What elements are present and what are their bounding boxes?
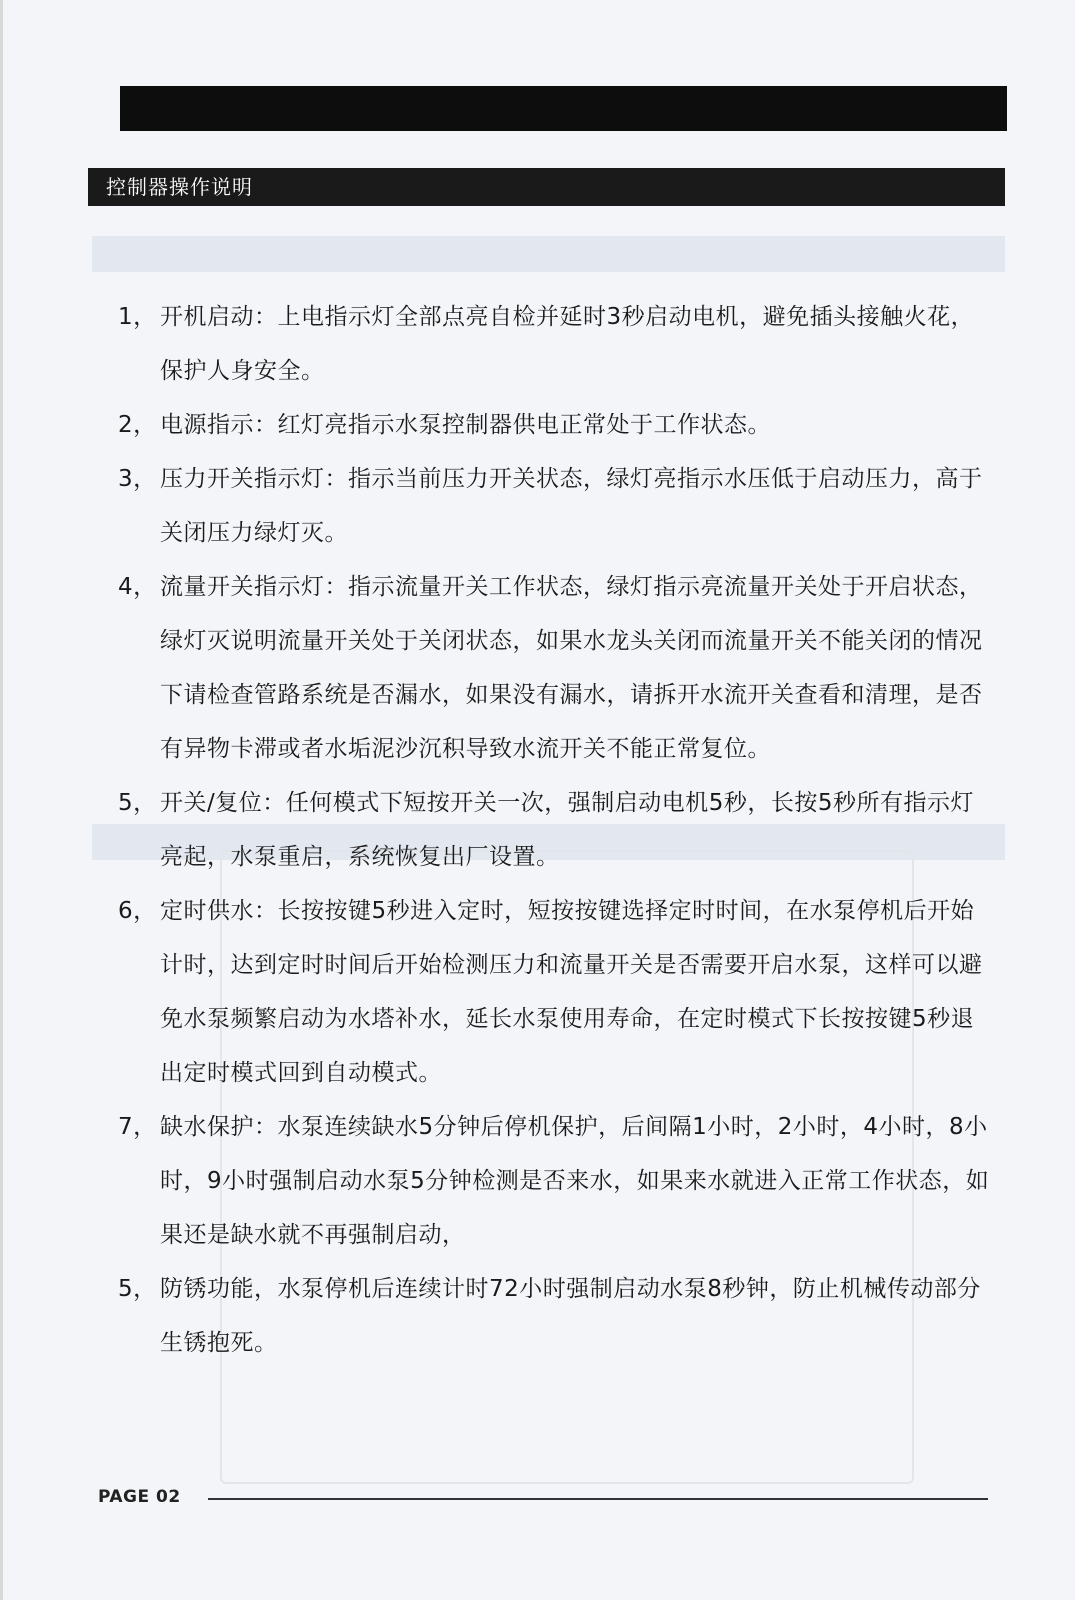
instruction-item-1: [118, 290, 993, 398]
item-number: 6，: [118, 898, 157, 924]
item-number: 2，: [118, 412, 157, 438]
instruction-item-4: [118, 560, 993, 776]
section-title: 控制器操作说明: [88, 168, 1005, 206]
top-black-bar: [120, 86, 1007, 131]
item-number: 3，: [118, 466, 157, 492]
item-text: 防锈功能，水泵停机后连续计时72小时强制启动水泵8秒钟，防止机械传动部分生锈抱死。: [160, 1276, 981, 1356]
instruction-item-6: [118, 884, 993, 1100]
item-number: 7，: [118, 1114, 157, 1140]
instruction-list: [118, 290, 993, 1370]
item-number: 5，: [118, 790, 157, 816]
instruction-item-5: [118, 776, 993, 884]
show-through-band: [92, 236, 1005, 272]
instruction-item-8: [118, 1262, 993, 1370]
item-text: 开机启动：上电指示灯全部点亮自检并延时3秒启动电机，避免插头接触火花，保护人身安全。: [160, 304, 975, 384]
item-text: 电源指示：红灯亮指示水泵控制器供电正常处于工作状态。: [160, 412, 771, 438]
page-number: PAGE 02: [98, 1487, 181, 1507]
instruction-item-2: [118, 398, 993, 452]
page-edge: [0, 0, 3, 1600]
instruction-item-3: [118, 452, 993, 560]
footer-rule: [208, 1498, 988, 1500]
item-text: 开关/复位：任何模式下短按开关一次，强制启动电机5秒，长按5秒所有指示灯亮起，水泵重启，系统恢复出厂设置。: [160, 790, 975, 870]
item-text: 流量开关指示灯：指示流量开关工作状态，绿灯指示亮流量开关处于开启状态，绿灯灭说明流量开关处于关闭状态，如果水龙头关闭而流量开关不能关闭的情况下请检查管路系统是否漏水，如果没有漏水，请拆开水流开关查看和清理，是否有异物卡滞或者水垢泥沙沉积导致水流开关不能正常复位。: [160, 574, 983, 762]
instruction-item-7: [118, 1100, 993, 1262]
item-number: 4，: [118, 574, 157, 600]
item-text: 缺水保护：水泵连续缺水5分钟后停机保护，后间隔1小时，2小时，4小时，8小时，9小时强制启动水泵5分钟检测是否来水，如果来水就进入正常工作状态，如果还是缺水就不再强制启动，: [160, 1114, 990, 1248]
item-number: 1，: [118, 304, 157, 330]
item-text: 压力开关指示灯：指示当前压力开关状态，绿灯亮指示水压低于启动压力，高于关闭压力绿灯灭。: [160, 466, 983, 546]
item-number: 5，: [118, 1276, 157, 1302]
item-text: 定时供水：长按按键5秒进入定时，短按按键选择定时时间，在水泵停机后开始计时，达到定时时间后开始检测压力和流量开关是否需要开启水泵，这样可以避免水泵频繁启动为水塔补水，延长水泵使用寿命，在定时模式下长按按键5秒退出定时模式回到自动模式。: [160, 898, 983, 1086]
